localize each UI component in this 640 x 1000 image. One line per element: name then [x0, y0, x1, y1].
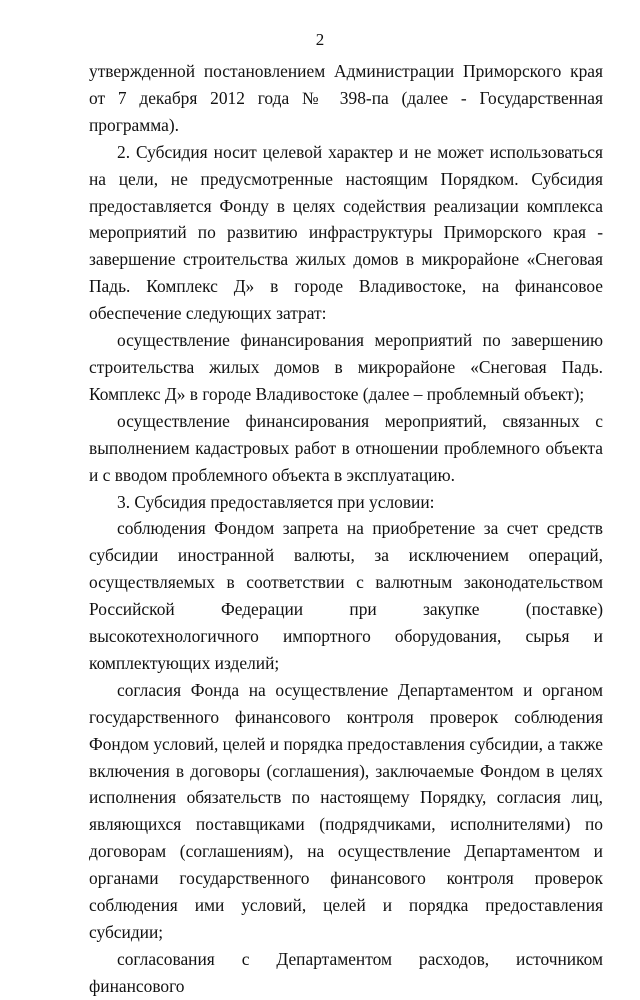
paragraph-condition-currency: соблюдения Фондом запрета на приобретение за счет средств субсидии иностранной валюты, за исключением операций, осуществляемых в соответствии с валютным законодательством Российской Федерации при закупке (поставке) высокотехнологичного импортного оборудования, сырья и комплектующих изделий;: [89, 518, 603, 673]
paragraph-continuation: утвержденной постановлением Администрации Приморского края от 7 декабря 2012 года № 398-па (далее - Государственная программа).: [89, 61, 603, 135]
paragraph-item-2: 2. Субсидия носит целевой характер и не может использоваться на цели, не предусмотренные настоящим Порядком. Субсидия предоставляется Фонду в целях содействия реализации комплекса мероприятий по развитию инфраструктуры Приморского края - завершение строительства жилых домов в микрорайоне «Снеговая Падь. Комплекс Д» в городе Владивостоке, на финансовое обеспечение следующих затрат:: [89, 141, 603, 324]
paragraph-condition-consent: согласия Фонда на осуществление Департаментом и органом государственного финансового контроля проверок соблюдения Фондом условий, целей и порядка предоставления субсидии, а также включения в договоры (соглашения), заключаемые Фондом в целях исполнения обязательств по настоящему Порядку, согласия лиц, являющихся поставщиками (подрядчиками, исполнителями) по договорам (соглашениям), на осуществление Департаментом и органами государственного финансового контроля проверок соблюдения ими условий, целей и порядка предоставления субсидии;: [89, 679, 603, 942]
paragraph-expense-construction: осуществление финансирования мероприятий по завершению строительства жилых домов в микрорайоне «Снеговая Падь. Комплекс Д» в городе Владивостоке (далее – проблемный объект);: [89, 330, 603, 404]
document-body: [89, 58, 603, 1000]
paragraph-expense-cadastral: осуществление финансирования мероприятий, связанных с выполнением кадастровых работ в отношении проблемного объекта и с вводом проблемного объекта в эксплуатацию.: [89, 410, 603, 485]
paragraph-item-3: 3. Субсидия предоставляется при условии:: [117, 491, 435, 512]
paragraph-condition-approval: согласования с Департаментом расходов, источником финансового: [89, 948, 603, 996]
page-number: 2: [315, 30, 325, 49]
